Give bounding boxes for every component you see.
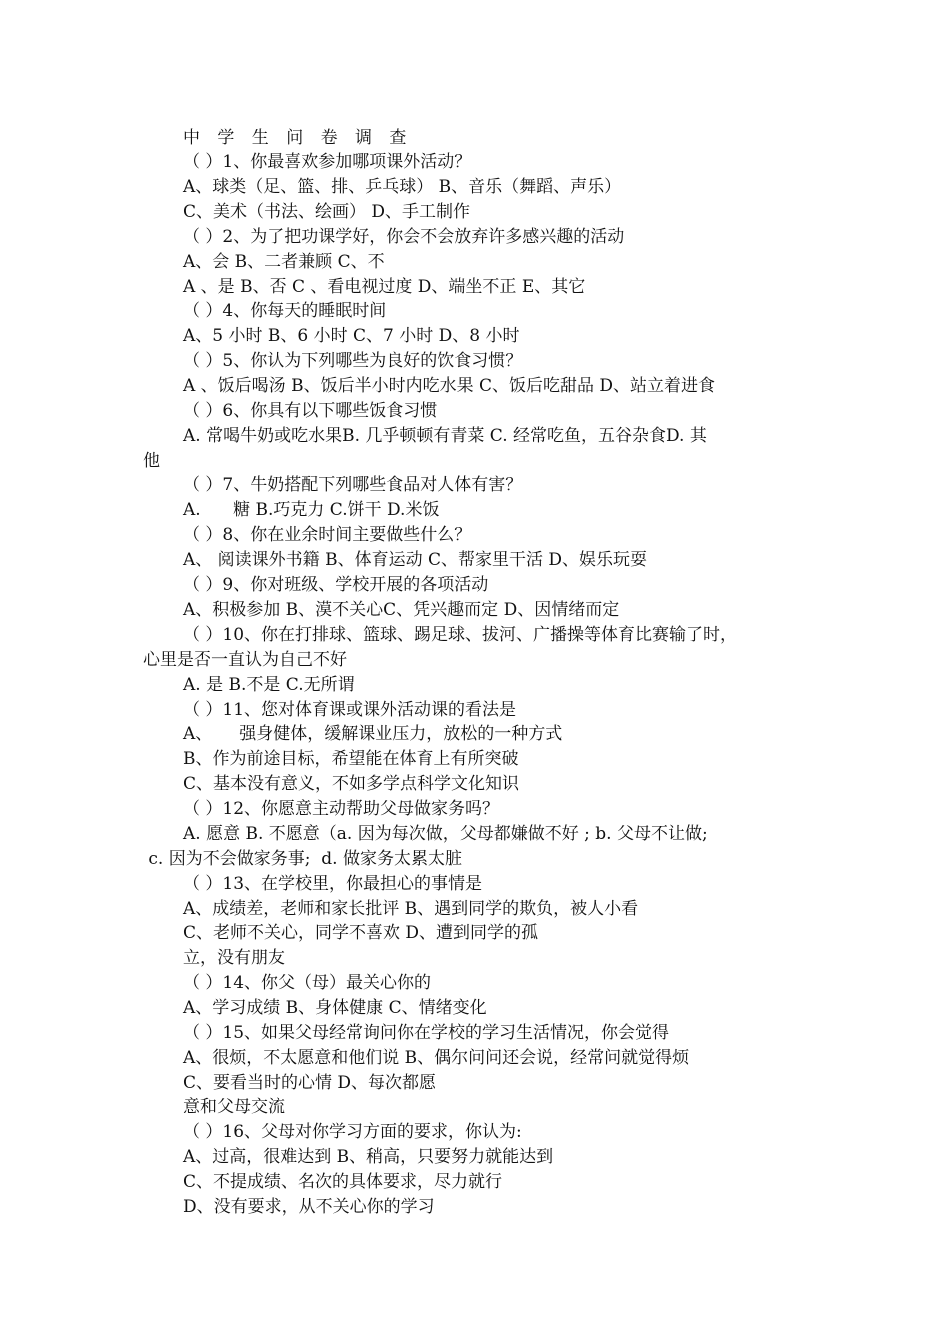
option-line: D、没有要求，从不关心你的学习 (183, 1197, 435, 1217)
option-line: A. 愿意 B. 不愿意（a. 因为每次做，父母都嫌做不好 ; b. 父母不让做; (183, 824, 708, 844)
question-line: （ ）15、如果父母经常询问你在学校的学习生活情况，你会觉得 (183, 1023, 670, 1043)
option-line: C、不提成绩、名次的具体要求，尽力就行 (183, 1172, 503, 1192)
option-line: A、5 小时 B、6 小时 C、7 小时 D、8 小时 (183, 326, 520, 346)
option-line: A 、是 B、否 C 、看电视过度 D、端坐不正 E、其它 (183, 277, 586, 297)
option-line-continuation: 他 (143, 451, 160, 471)
question-line: （ ）1、你最喜欢参加哪项课外活动？ (183, 152, 472, 172)
option-line: A、会 B、二者兼顾 C、不 (183, 252, 385, 272)
option-line: C、要看当时的心情 D、每次都愿 (183, 1073, 437, 1093)
option-line: A、 强身健体，缓解课业压力，放松的一种方式 (183, 724, 563, 744)
option-line: C、美术（书法、绘画） D、手工制作 (183, 202, 471, 222)
option-line: C、老师不关心，同学不喜欢 D、遭到同学的孤 (183, 923, 539, 943)
option-line: A、积极参加 B、漠不关心C、凭兴趣而定 D、因情绪而定 (183, 600, 620, 620)
option-line: A、学习成绩 B、身体健康 C、情绪变化 (183, 998, 487, 1018)
option-line: A 、饭后喝汤 B、饭后半小时内吃水果 C、饭后吃甜品 D、站立着进食 (183, 376, 716, 396)
question-line: （ ）2、为了把功课学好，你会不会放弃许多感兴趣的活动 (183, 227, 625, 247)
question-line: （ ）12、你愿意主动帮助父母做家务吗？ (183, 799, 500, 819)
question-line: （ ）4、你每天的睡眠时间 (183, 301, 387, 321)
question-line: （ ）14、你父（母）最关心你的 (183, 973, 432, 993)
option-line: A、成绩差，老师和家长批评 B、遇到同学的欺负，被人小看 (183, 899, 639, 919)
option-line: C、基本没有意义，不如多学点科学文化知识 (183, 774, 520, 794)
option-line: B、作为前途目标，希望能在体育上有所突破 (183, 749, 519, 769)
question-line: （ ）11、您对体育课或课外活动课的看法是 (183, 700, 517, 720)
question-line: （ ）9、你对班级、学校开展的各项活动 (183, 575, 489, 595)
option-line-continuation: 意和父母交流 (183, 1097, 285, 1117)
option-line: A. 是 B.不是 C.无所谓 (183, 675, 355, 695)
option-line-continuation: 立，没有朋友 (183, 948, 285, 968)
option-line: A、球类（足、篮、排、乒乓球） B、音乐（舞蹈、声乐） (183, 177, 622, 197)
question-line: （ ）6、你具有以下哪些饭食习惯 (183, 401, 438, 421)
question-line: （ ）10、你在打排球、篮球、踢足球、拔河、广播操等体育比赛输了时， (183, 625, 738, 645)
question-line: （ ）13、在学校里，你最担心的事情是 (183, 874, 483, 894)
option-line: A、 阅读课外书籍 B、体育运动 C、帮家里干活 D、娱乐玩耍 (183, 550, 648, 570)
option-line: A. 糖 B.巧克力 C.饼干 D.米饭 (183, 500, 440, 520)
question-line-continuation: 心里是否一直认为自己不好 (143, 650, 347, 670)
option-line: A、过高，很难达到 B、稍高，只要努力就能达到 (183, 1147, 554, 1167)
option-line: A、很烦，不太愿意和他们说 B、偶尔问问还会说，经常问就觉得烦 (183, 1048, 690, 1068)
question-line: （ ）7、牛奶搭配下列哪些食品对人体有害？ (183, 475, 523, 495)
option-line: A. 常喝牛奶或吃水果B. 几乎顿顿有青菜 C. 经常吃鱼，五谷杂食D. 其 (183, 426, 707, 446)
question-line: （ ）8、你在业余时间主要做些什么？ (183, 525, 472, 545)
option-line-continuation: c. 因为不会做家务事; d. 做家务太累太脏 (143, 849, 462, 869)
question-line: （ ）5、你认为下列哪些为良好的饮食习惯？ (183, 351, 523, 371)
question-line: （ ）16、父母对你学习方面的要求，你认为: (183, 1122, 522, 1142)
document-title: 中 学 生 问 卷 调 查 (183, 128, 413, 148)
